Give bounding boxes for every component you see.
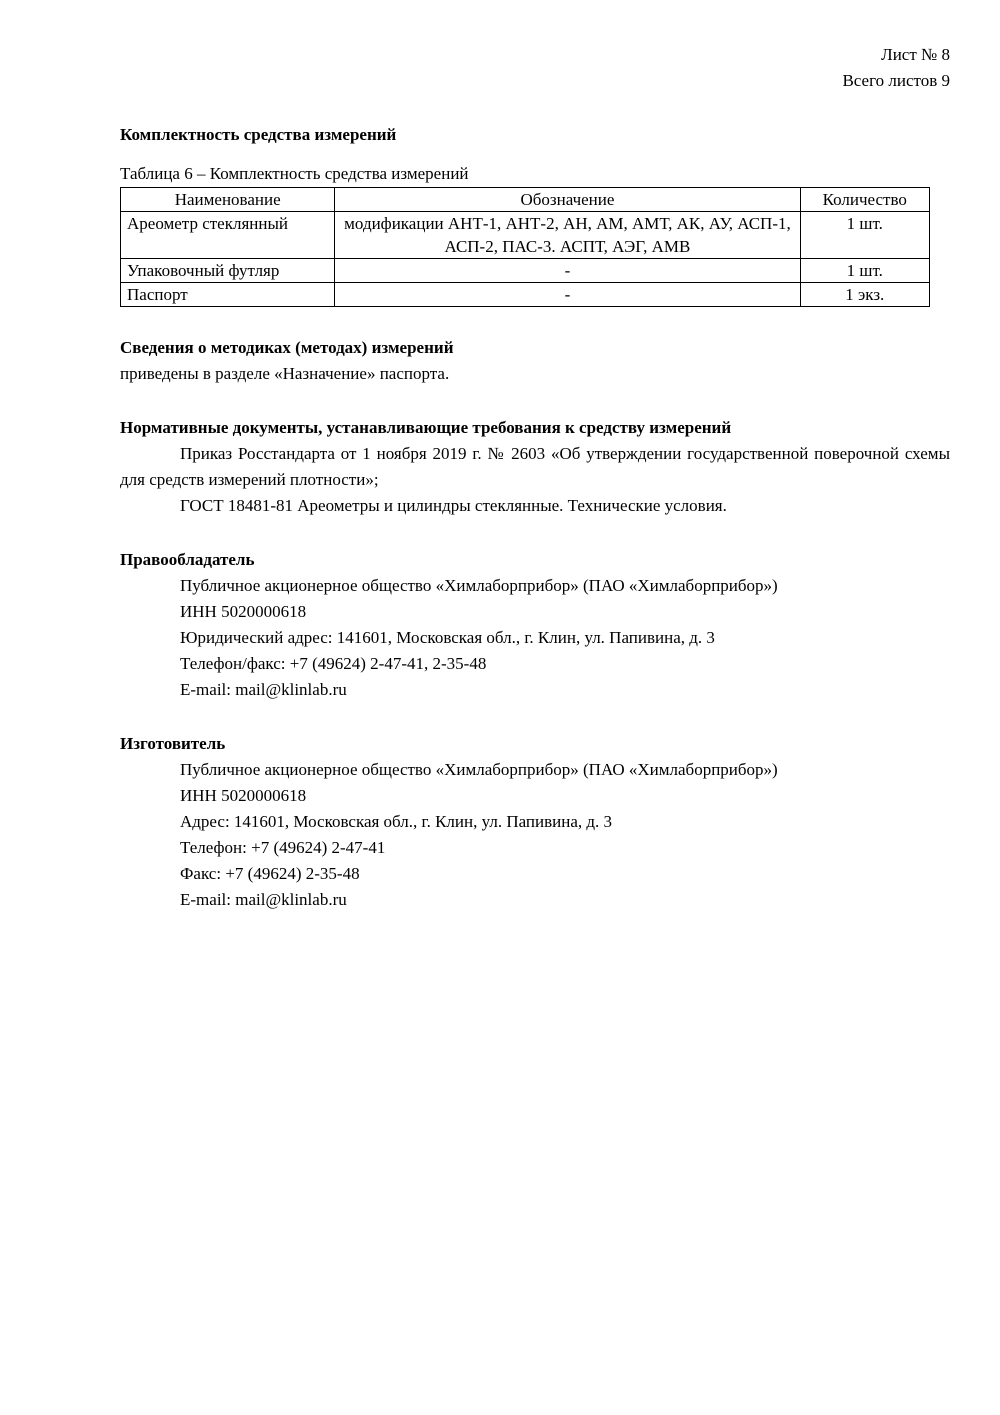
cell-name: Ареометр стеклянный: [121, 212, 335, 259]
completeness-heading: Комплектность средства измерений: [120, 125, 397, 144]
cell-name: Упаковочный футляр: [121, 259, 335, 283]
cell-quantity: 1 экз.: [800, 283, 929, 307]
column-header-name: Наименование: [121, 188, 335, 212]
rights-holder-line: E-mail: mail@klinlab.ru: [180, 680, 347, 699]
cell-designation: модификации АНТ-1, АНТ-2, АН, АМ, АМТ, АК, АУ, АСП-1, АСП-2, ПАС-3. АСПТ, АЭГ, АМВ: [335, 212, 800, 259]
rights-holder-line: Телефон/факс: +7 (49624) 2-47-41, 2-35-48: [180, 654, 487, 673]
manufacturer-line: E-mail: mail@klinlab.ru: [180, 890, 347, 909]
methods-text: приведены в разделе «Назначение» паспорта.: [120, 364, 450, 383]
manufacturer-line: Факс: +7 (49624) 2-35-48: [180, 864, 360, 883]
manufacturer-line: Публичное акционерное общество «Химлаборприбор» (ПАО «Химлаборприбор»): [180, 760, 778, 779]
rights-holder-line: ИНН 5020000618: [180, 602, 307, 621]
completeness-table: [120, 187, 930, 307]
table-row: [121, 283, 930, 307]
total-sheets: Всего листов 9: [842, 71, 950, 90]
sheet-number: Лист № 8: [881, 45, 950, 64]
manufacturer-details: [180, 757, 950, 913]
section-completeness: [120, 122, 950, 307]
column-header-designation: Обозначение: [335, 188, 800, 212]
cell-designation: -: [335, 283, 800, 307]
column-header-quantity: Количество: [800, 188, 929, 212]
cell-name: Паспорт: [121, 283, 335, 307]
normative-heading: Нормативные документы, устанавливающие требования к средству измерений: [120, 418, 732, 437]
manufacturer-line: Телефон: +7 (49624) 2-47-41: [180, 838, 386, 857]
table-header-row: [121, 188, 930, 212]
section-manufacturer: [120, 731, 950, 913]
table-row: [121, 259, 930, 283]
table-caption: Таблица 6 – Комплектность средства измерений: [120, 164, 469, 183]
cell-designation: -: [335, 259, 800, 283]
table-row: [121, 212, 930, 259]
rights-holder-heading: Правообладатель: [120, 550, 255, 569]
cell-quantity: 1 шт.: [800, 259, 929, 283]
rights-holder-line: Юридический адрес: 141601, Московская обл., г. Клин, ул. Папивина, д. 3: [180, 628, 715, 647]
manufacturer-line: ИНН 5020000618: [180, 786, 307, 805]
cell-quantity: 1 шт.: [800, 212, 929, 259]
rights-holder-details: [180, 573, 950, 703]
methods-heading: Сведения о методиках (методах) измерений: [120, 338, 454, 357]
section-methods: [120, 335, 950, 387]
rights-holder-line: Публичное акционерное общество «Химлаборприбор» (ПАО «Химлаборприбор»): [180, 576, 778, 595]
section-rights-holder: [120, 547, 950, 703]
page-header: [120, 42, 950, 94]
manufacturer-heading: Изготовитель: [120, 734, 226, 753]
manufacturer-line: Адрес: 141601, Московская обл., г. Клин, ул. Папивина, д. 3: [180, 812, 613, 831]
normative-paragraph: ГОСТ 18481-81 Ареометры и цилиндры стеклянные. Технические условия.: [180, 496, 727, 515]
section-normative: [120, 415, 950, 519]
normative-paragraph: Приказ Росстандарта от 1 ноября 2019 г. № 2603 «Об утверждении государственной поверочной схемы для средств измерений плотности»;: [120, 444, 950, 489]
